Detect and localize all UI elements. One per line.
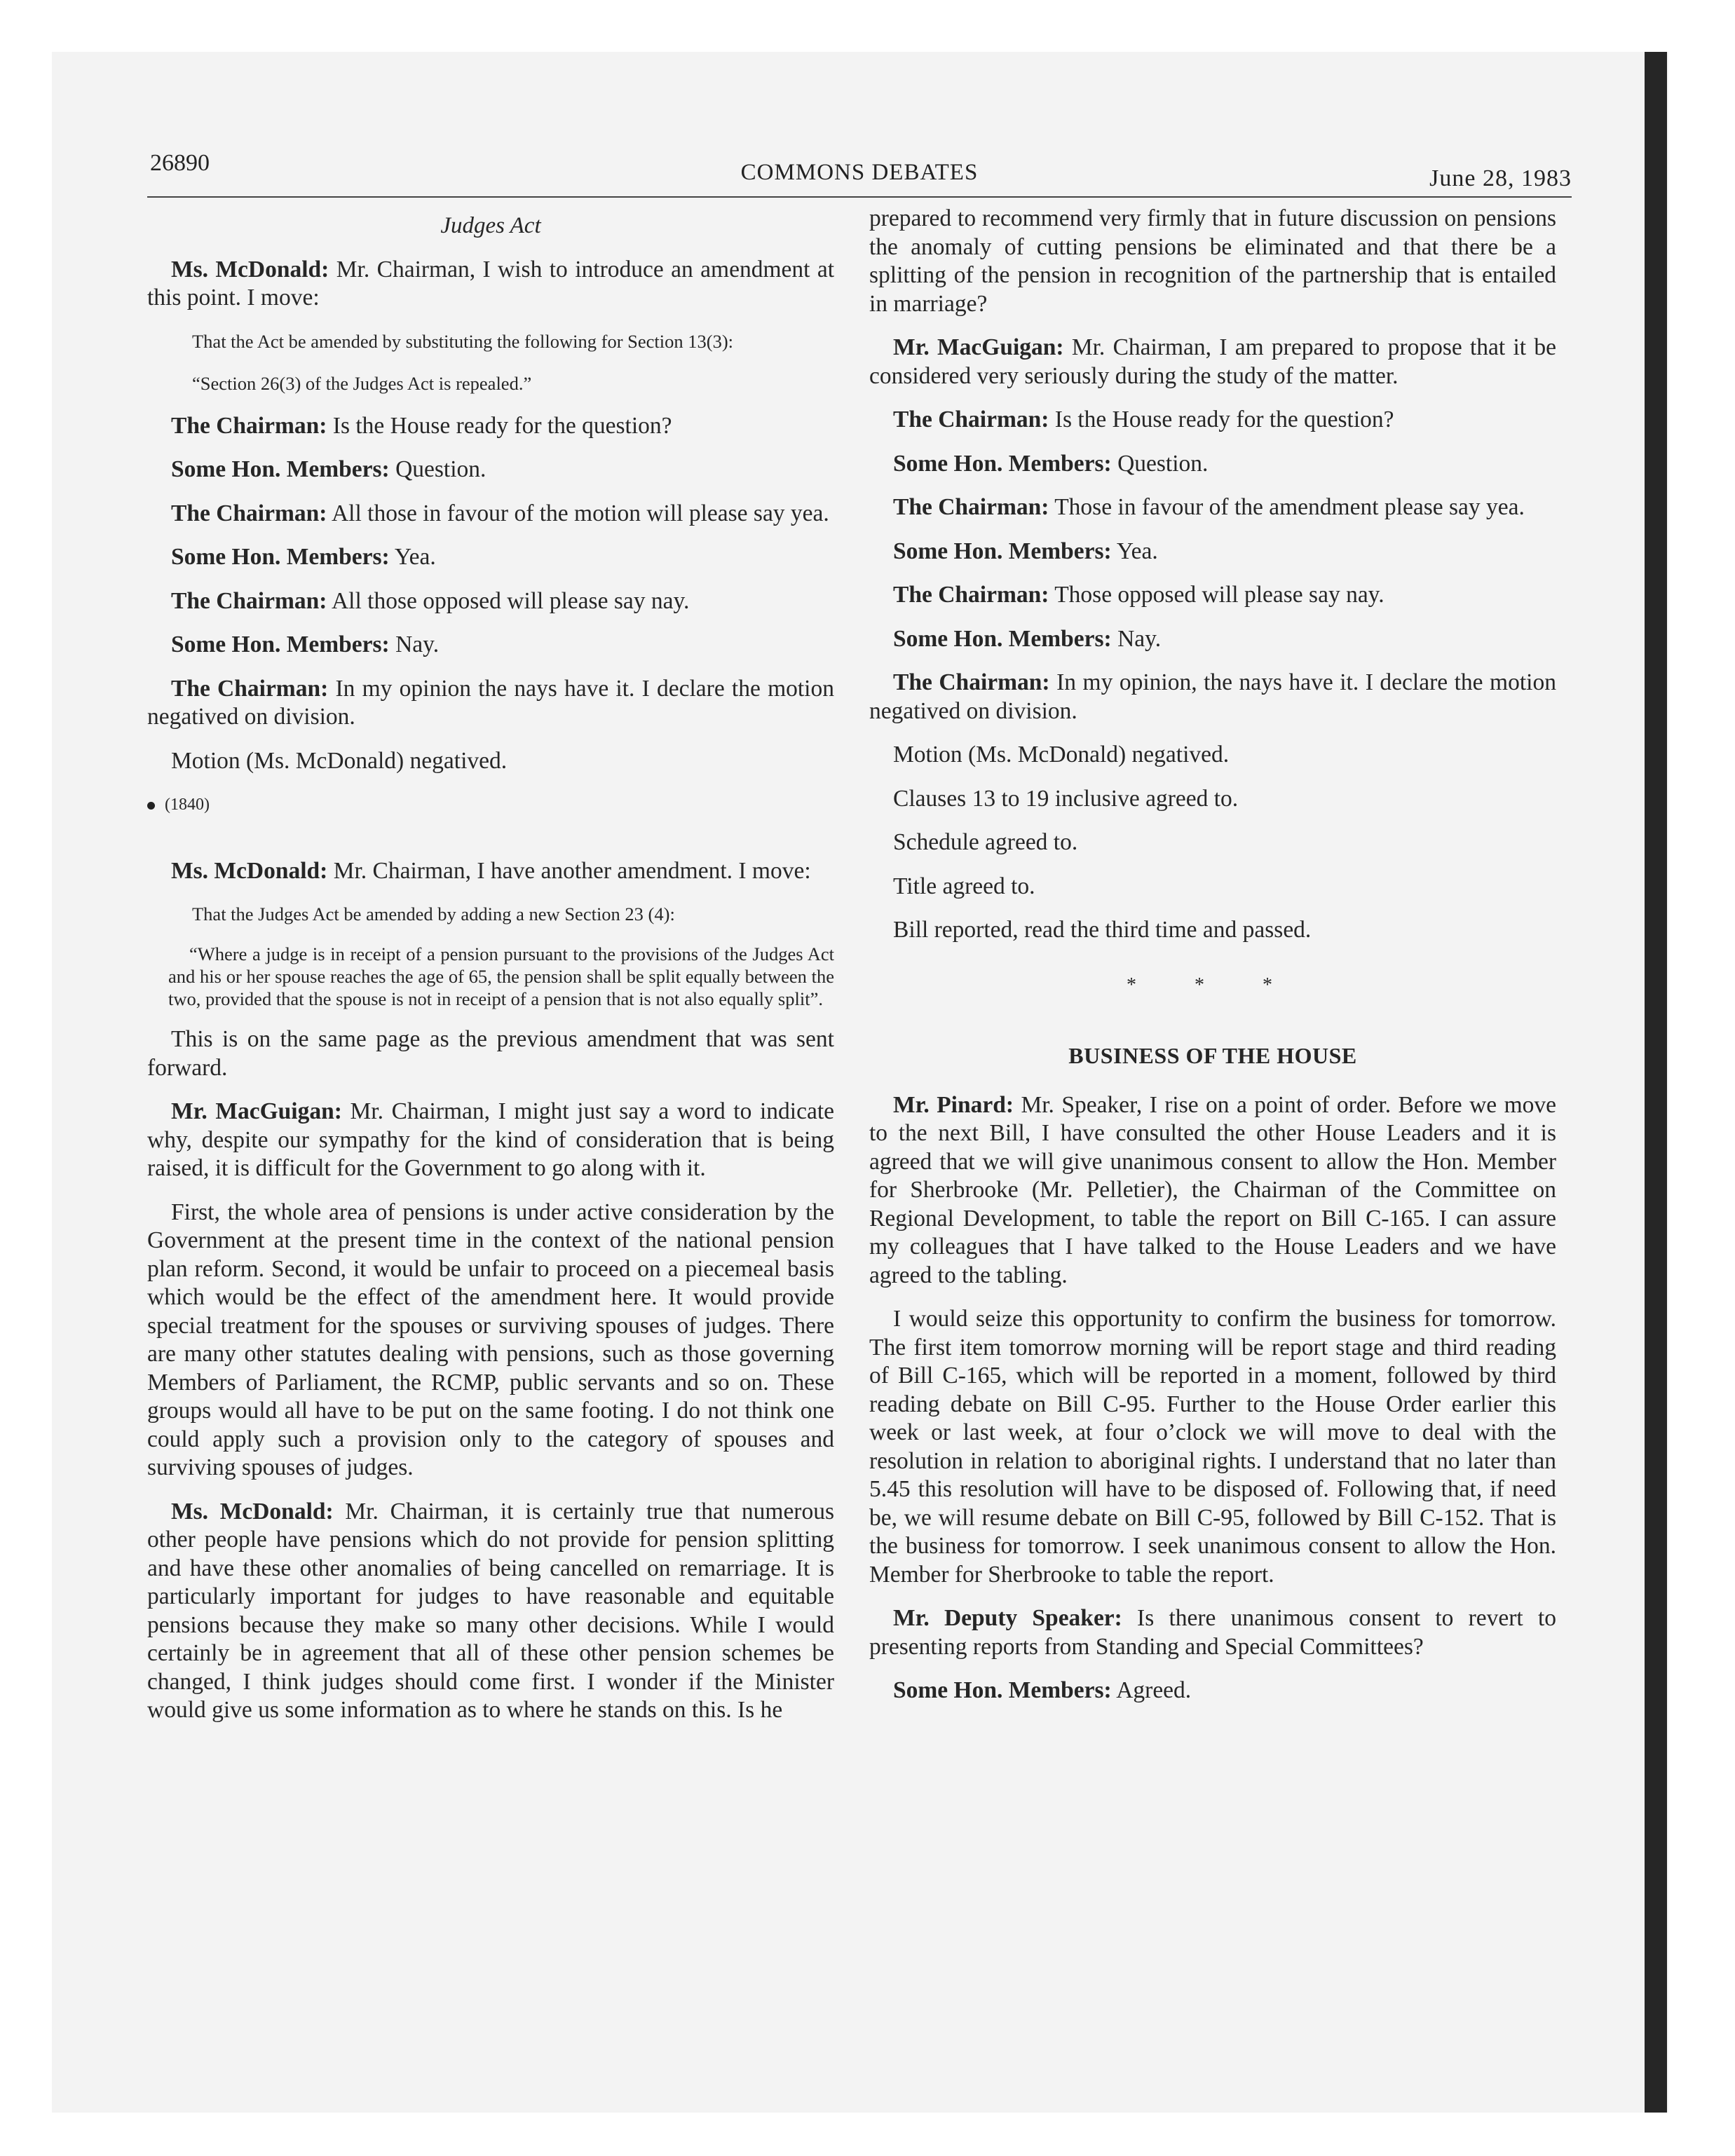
speaker-name: The Chairman: bbox=[893, 669, 1050, 695]
speech-text: Mr. Speaker, I rise on a point of order. Before we move to the next Bill, I have consulted the other House Leaders and it is agreed that we will give unanimous consent to allow the Hon. Member for Sherbrooke (Mr. Pelletier), the Chairman of the Committee on Regional Development, to table the report on Bill C-165. I can assure my colleagues that I have talked to the House Leaders and we have agreed to the tabling. bbox=[869, 1091, 1556, 1288]
paragraph: First, the whole area of pensions is under active consideration by the Government at the present time in the context of the national pension plan reform. Second, it would be unfair to proceed on a piecemeal basis which would be the effect of the amendment here. It would provide special treatment for the spouses or surviving spouses of judges. There are many other statutes dealing with pensions, such as those governing Members of Parliament, the RCMP, public servants and so on. These groups would all have to be put on the same footing. I do not think one could apply such a provision only to the category of spouses and surviving spouses of judges. bbox=[147, 1199, 834, 1480]
paragraph: Schedule agreed to. bbox=[893, 829, 1078, 855]
right-column bbox=[869, 205, 1556, 1721]
paragraph bbox=[869, 1677, 1556, 1705]
speaker-name: Some Hon. Members: bbox=[171, 544, 390, 570]
speaker-name: Mr. MacGuigan: bbox=[171, 1098, 342, 1124]
paragraph bbox=[147, 587, 834, 616]
journal-title: COMMONS DEBATES bbox=[740, 160, 979, 185]
paragraph bbox=[869, 334, 1556, 390]
speaker-name: Mr. MacGuigan: bbox=[893, 334, 1064, 360]
speech-text: Agreed. bbox=[1111, 1677, 1192, 1703]
motion-quote: “Where a judge is in receipt of a pension pursuant to the provisions of the Judges Act and his or her spouse reaches the age of 65, the pension shall be split equally between the two, provided that the spouse is not in receipt of a pension that is not also equally split”. bbox=[168, 943, 834, 1009]
paragraph: This is on the same page as the previous amendment that was sent forward. bbox=[147, 1026, 834, 1081]
paragraph bbox=[147, 857, 834, 886]
paragraph bbox=[147, 1498, 834, 1725]
paragraph bbox=[869, 406, 1556, 435]
page-header bbox=[147, 140, 1572, 203]
speaker-name: The Chairman: bbox=[171, 675, 329, 702]
speech-text: All those in favour of the motion will please say yea. bbox=[327, 500, 829, 526]
paragraph bbox=[147, 631, 834, 660]
speech-text: Yea. bbox=[1111, 538, 1158, 564]
speaker-name: Ms. McDonald: bbox=[171, 857, 328, 884]
speaker-name: The Chairman: bbox=[171, 412, 327, 439]
paragraph: Title agreed to. bbox=[893, 873, 1035, 899]
paragraph bbox=[147, 500, 834, 528]
paragraph bbox=[869, 581, 1556, 610]
paragraph bbox=[147, 1098, 834, 1183]
speaker-name: The Chairman: bbox=[893, 407, 1049, 432]
speaker-name: The Chairman: bbox=[893, 582, 1049, 608]
paragraph bbox=[869, 493, 1556, 522]
speaker-name: Some Hon. Members: bbox=[893, 1677, 1112, 1703]
paragraph bbox=[147, 456, 834, 484]
speech-text: Question. bbox=[1111, 450, 1209, 477]
motion-quote: That the Act be amended by substituting the following for Section 13(3): bbox=[192, 330, 734, 352]
section-title: Judges Act bbox=[440, 213, 541, 238]
speech-text: Mr. Chairman, I have another amendment. I move: bbox=[327, 857, 811, 884]
header-rule bbox=[147, 196, 1572, 198]
issue-date: June 28, 1983 bbox=[1429, 165, 1572, 191]
paragraph: Motion (Ms. McDonald) negatived. bbox=[171, 747, 508, 774]
paragraph bbox=[869, 1604, 1556, 1661]
motion-quote: That the Judges Act be amended by adding a new Section 23 (4): bbox=[192, 903, 675, 925]
speech-text: Yea. bbox=[389, 544, 436, 570]
speaker-name: Some Hon. Members: bbox=[171, 632, 390, 657]
speech-text: Those in favour of the amendment please say yea. bbox=[1049, 494, 1525, 520]
speech-text: In my opinion the nays have it. I declare the motion negatived on division. bbox=[147, 675, 834, 730]
paragraph bbox=[147, 543, 834, 572]
speech-text: Nay. bbox=[1111, 625, 1162, 652]
speaker-name: Mr. Pinard: bbox=[893, 1091, 1014, 1118]
page-number: 26890 bbox=[150, 150, 210, 176]
speech-text: Those opposed will please say nay. bbox=[1049, 582, 1384, 608]
paragraph: Bill reported, read the third time and passed. bbox=[893, 917, 1312, 943]
speech-text: Is the House ready for the question? bbox=[1049, 407, 1394, 432]
speaker-name: The Chairman: bbox=[893, 494, 1049, 520]
speaker-name: Some Hon. Members: bbox=[893, 625, 1112, 652]
speaker-name: The Chairman: bbox=[171, 587, 327, 614]
speaker-name: Some Hon. Members: bbox=[893, 450, 1112, 477]
speech-text: Is there unanimous consent to revert to presenting reports from Standing and Special Committees? bbox=[869, 1605, 1556, 1660]
speech-text: Nay. bbox=[389, 632, 440, 657]
speaker-name: Some Hon. Members: bbox=[893, 538, 1112, 564]
paragraph bbox=[147, 412, 834, 441]
paragraph bbox=[869, 669, 1556, 725]
bullet-icon bbox=[147, 802, 155, 810]
paragraph bbox=[869, 538, 1556, 566]
binding-edge bbox=[1645, 52, 1667, 2113]
speaker-name: Some Hon. Members: bbox=[171, 456, 390, 482]
time-marker bbox=[147, 791, 834, 819]
paragraph bbox=[147, 675, 834, 732]
speech-text: Mr. Chairman, I wish to introduce an amendment at this point. I move: bbox=[147, 256, 835, 311]
speech-text: In my opinion, the nays have it. I declare the motion negatived on division. bbox=[869, 669, 1556, 724]
speaker-name: Mr. Deputy Speaker: bbox=[893, 1605, 1122, 1631]
left-column bbox=[147, 205, 834, 1740]
paragraph: prepared to recommend very firmly that in future discussion on pensions the anomaly of cutting pensions be eliminated and that there be a splitting of the pension in recognition of the partnership that is entailed in marriage? bbox=[869, 205, 1556, 317]
speech-text: Mr. Chairman, I am prepared to propose that it be considered very seriously during the study of the matter. bbox=[869, 334, 1556, 389]
speaker-name: Ms. McDonald: bbox=[171, 256, 329, 282]
speech-text: All those opposed will please say nay. bbox=[327, 587, 690, 614]
paragraph: Clauses 13 to 19 inclusive agreed to. bbox=[893, 785, 1239, 812]
paragraph: I would seize this opportunity to confirm the business for tomorrow. The first item tomorrow morning will be report stage and third reading of Bill C-165, which will be reported in a moment, followed by third reading debate on Bill C-95. Further to the House Order earlier this week or last week, at four o’clock we will move to deal with the resolution in relation to aboriginal rights. I understand that no later than 5.45 this resolution will have to be disposed of. Following that, if need be, we will resume debate on Bill C-95, followed by Bill C-152. That is the business for tomorrow. I seek unanimous consent to allow the Hon. Member for Sherbrooke to table the report. bbox=[869, 1306, 1556, 1588]
speech-text: Is the House ready for the question? bbox=[327, 412, 672, 439]
speech-text: Question. bbox=[389, 456, 487, 482]
speech-text: Mr. Chairman, I might just say a word to indicate why, despite our sympathy for the kind of consideration that is being raised, it is difficult for the Government to go along with it. bbox=[147, 1098, 834, 1181]
section-heading: BUSINESS OF THE HOUSE bbox=[1068, 1043, 1357, 1068]
paragraph bbox=[869, 625, 1556, 654]
speaker-name: The Chairman: bbox=[171, 500, 327, 526]
motion-quote: “Section 26(3) of the Judges Act is repealed.” bbox=[192, 372, 532, 394]
speech-text: Mr. Chairman, it is certainly true that numerous other people have pensions which do not provide for pension splitting and have these other anomalies of being cancelled on remarriage. It is particularly important for judges to have reasonable and equitable pensions because they make so many other decisions. While I would certainly be in agreement that all of these other pension schemes be changed, I think judges should come first. I wonder if the Minister would give us some information as to where he stands on this. Is he bbox=[147, 1498, 835, 1723]
paragraph bbox=[869, 450, 1556, 479]
paragraph bbox=[869, 1091, 1556, 1290]
time-marker-text: (1840) bbox=[165, 796, 210, 814]
speaker-name: Ms. McDonald: bbox=[171, 1498, 334, 1524]
paragraph bbox=[147, 256, 834, 313]
section-separator: * * * bbox=[1127, 974, 1299, 996]
paragraph: Motion (Ms. McDonald) negatived. bbox=[893, 742, 1230, 767]
